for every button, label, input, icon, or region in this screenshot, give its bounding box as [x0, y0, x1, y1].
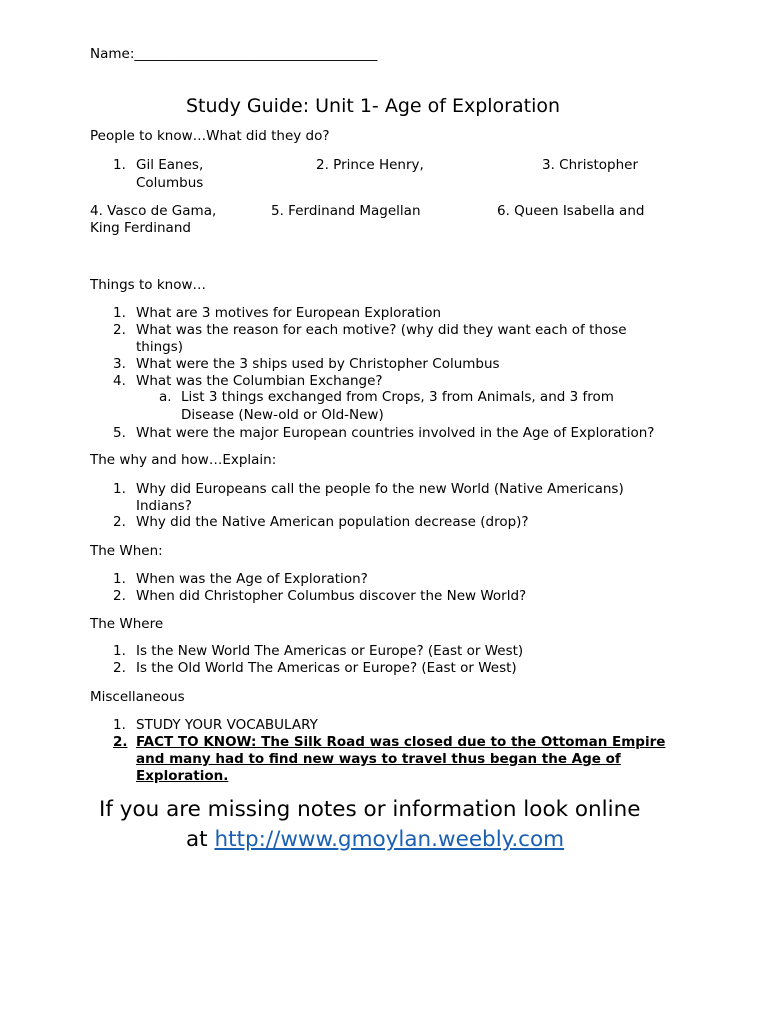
list-number: 1.	[113, 481, 126, 497]
footer-at: at	[186, 827, 208, 852]
name-line: Name:____________________________________	[90, 46, 378, 62]
list-item: Is the Old World The Americas or Europe? (East or West)	[136, 660, 517, 676]
sub-list-item-continued: Disease (New-old or Old-New)	[181, 407, 384, 423]
list-item: What are 3 motives for European Exploration	[136, 305, 442, 321]
list-item: What was the reason for each motive? (why did they want each of those	[136, 322, 627, 338]
people-heading: People to know…What did they do?	[90, 128, 330, 144]
list-item-continued: Indians?	[136, 498, 192, 514]
list-number: 2.	[113, 322, 126, 338]
list-number: 2.	[113, 734, 128, 750]
person-6: 6. Queen Isabella and	[497, 203, 645, 219]
list-number: 1.	[113, 571, 126, 587]
list-number: 4.	[113, 373, 126, 389]
list-item: What were the major European countries involved in the Age of Exploration?	[136, 425, 655, 441]
sub-list-item: List 3 things exchanged from Crops, 3 from Animals, and 3 from	[181, 389, 614, 405]
list-number: 1.	[113, 643, 126, 659]
footer-line: If you are missing notes or information look online	[99, 797, 641, 822]
list-number: 1.	[113, 305, 126, 321]
person-1: Gil Eanes,	[136, 157, 204, 173]
page-title: Study Guide: Unit 1- Age of Exploration	[186, 95, 561, 117]
list-number: 1.	[113, 717, 126, 733]
fact-text-continued: Exploration.	[136, 768, 229, 784]
fact-text-continued: and many had to find new ways to travel thus began the Age of	[136, 751, 621, 767]
person-3: 3. Christopher	[542, 157, 639, 173]
list-item: Is the New World The Americas or Europe? (East or West)	[136, 643, 524, 659]
list-number: 2.	[113, 588, 126, 604]
list-item: What was the Columbian Exchange?	[136, 373, 383, 389]
person-2: 2. Prince Henry,	[316, 157, 424, 173]
why-heading: The why and how…Explain:	[90, 452, 277, 468]
list-item: Why did the Native American population decrease (drop)?	[136, 514, 529, 530]
list-item: When was the Age of Exploration?	[136, 571, 368, 587]
fact-to-know	[136, 734, 665, 751]
list-item: When did Christopher Columbus discover the New World?	[136, 588, 527, 604]
things-heading: Things to know…	[90, 277, 207, 293]
person-3-continued: Columbus	[136, 175, 204, 191]
misc-heading: Miscellaneous	[90, 689, 185, 705]
person-4: 4. Vasco de Gama,	[90, 203, 217, 219]
list-number: 2.	[113, 660, 126, 676]
when-heading: The When:	[90, 543, 163, 559]
list-number: 3.	[113, 356, 126, 372]
fact-text: The Silk Road was closed due to the Ottoman Empire	[261, 734, 666, 750]
fact-label: FACT TO KNOW:	[136, 734, 257, 750]
list-number: 2.	[113, 514, 126, 530]
where-heading: The Where	[90, 616, 164, 632]
person-5: 5. Ferdinand Magellan	[271, 203, 421, 219]
sub-list-letter: a.	[159, 389, 172, 405]
list-item: STUDY YOUR VOCABULARY	[136, 717, 318, 733]
website-link[interactable]: http://www.gmoylan.weebly.com	[214, 827, 565, 852]
list-number: 1.	[113, 157, 126, 173]
list-item: Why did Europeans call the people fo the new World (Native Americans)	[136, 481, 624, 497]
list-item: What were the 3 ships used by Christopher Columbus	[136, 356, 500, 372]
person-6-continued: King Ferdinand	[90, 220, 191, 236]
footer-link-line	[186, 825, 564, 855]
list-item-continued: things)	[136, 339, 184, 355]
list-number: 5.	[113, 425, 126, 441]
